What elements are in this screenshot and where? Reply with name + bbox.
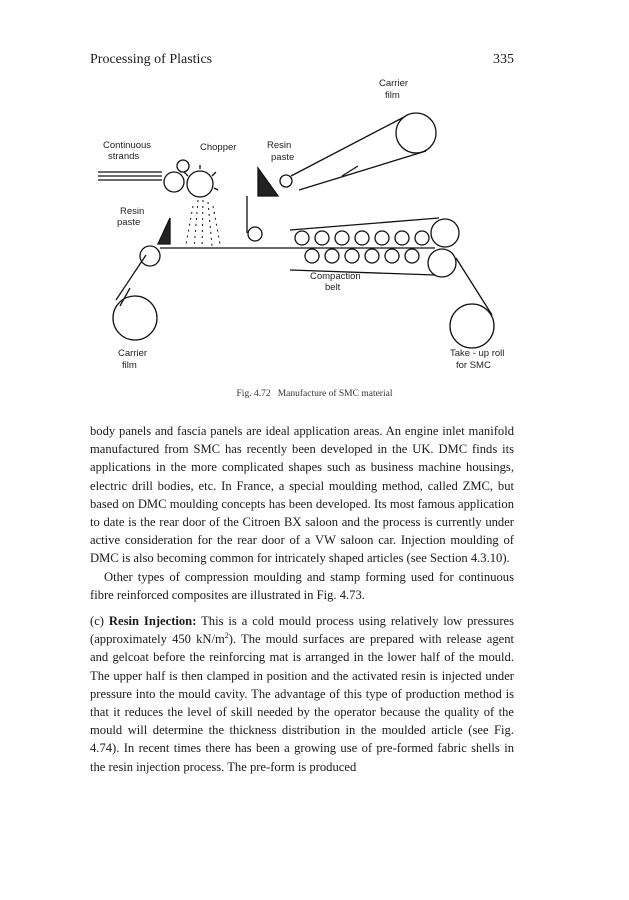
paragraph-3-text-a: This is a cold mould process using relatively low pressures (approximately 450 kN/m <box>90 614 515 647</box>
running-title: Processing of Plastics <box>90 52 213 67</box>
label-carrier-film-bottom: Carrier <box>118 348 148 359</box>
compaction-belt-lower-roll <box>428 249 456 277</box>
label-compaction-belt: Compaction <box>310 271 361 282</box>
label-take-up-roll: Take - up roll <box>450 348 505 359</box>
paragraph-2: Other types of compression moulding and stamp forming used for continuous fibre reinforced composites are illustrated in Fig. 4.73. <box>90 569 514 602</box>
top-guide-roll <box>280 175 292 187</box>
paragraph-3 <box>90 612 514 776</box>
caption-text: Manufacture of SMC material <box>277 389 393 399</box>
smc-process-diagram <box>90 78 520 388</box>
compaction-rollers <box>295 231 429 263</box>
figure-smc-diagram <box>90 78 520 388</box>
take-up-roll <box>450 304 494 348</box>
resin-paste-hopper-left <box>158 218 170 244</box>
label-carrier-film-top-2: film <box>385 90 400 101</box>
label-chopper: Chopper <box>200 142 237 153</box>
paragraph-3-text-b: ). The mould surfaces are prepared with release agent and gelcoat before the reinforcing mat is arranged in the lower half of the mould. The upper half is then clamped in position and the activated resin is injected under pressure into the mould cavity. The advantage of this type of production method is that it reduces the level of skill needed by the operator because the quality of the mould will determine the thickness distribution in the moulded article (see Fig. 4.74). In recent times there has been a growing use of pre-formed fabric shells in the resin injection process. The pre-form is produced <box>90 632 515 774</box>
caption-number: Fig. 4.72 <box>236 389 271 399</box>
top-carrier-film-roll <box>396 113 436 153</box>
bottom-carrier-film-roll <box>113 296 157 340</box>
label-continuous-strands: Continuous <box>103 140 152 151</box>
label-resin-paste-top: Resin <box>267 140 292 151</box>
falling-chopped-fibres <box>186 200 220 248</box>
compaction-belt-top <box>290 218 439 230</box>
lower-film-guide-roll <box>140 246 160 266</box>
label-carrier-film-bottom-2: film <box>122 360 137 371</box>
label-resin-paste-left: Resin <box>120 206 145 217</box>
page-number: 335 <box>493 52 514 67</box>
label-carrier-film-top: Carrier <box>379 78 409 89</box>
page-header <box>90 52 514 72</box>
compaction-belt-end-roll <box>431 219 459 247</box>
label-resin-paste-top-2: paste <box>271 152 295 163</box>
strand-guide-roll <box>177 160 189 172</box>
label-continuous-strands-2: strands <box>108 151 140 162</box>
paragraph-1: body panels and fascia panels are ideal application areas. An engine inlet manifold manufactured from SMC has recently been developed in the UK. DMC finds its applications in the more complicated shapes such as business machine housings, electric drill bodies, etc. In France, a special moulding method, called ZMC, but based on DMC moulding concepts has been developed. Its most famous application to date is the rear door of the Citroen BX saloon and the process is currently under active consideration for the rear door of a VW saloon car. Injection moulding of DMC is also becoming common for intricately shaped articles (see Section 4.3.10). <box>90 424 514 566</box>
figure-caption <box>0 389 629 399</box>
superscript: 2 <box>224 631 229 641</box>
chopper-roll <box>187 171 213 197</box>
top-film-path-2 <box>299 151 426 190</box>
label-take-up-roll-2: for SMC <box>456 360 491 371</box>
section-heading: Resin Injection: <box>108 614 197 629</box>
top-film-lower-roll <box>248 227 262 241</box>
label-resin-paste-left-2: paste <box>117 217 141 228</box>
body-text <box>90 422 514 776</box>
strand-feed-roll <box>164 172 184 192</box>
label-compaction-belt-2: belt <box>325 282 341 293</box>
section-prefix: (c) <box>90 614 104 629</box>
resin-paste-hopper-top <box>258 168 278 196</box>
top-film-path <box>291 116 406 176</box>
